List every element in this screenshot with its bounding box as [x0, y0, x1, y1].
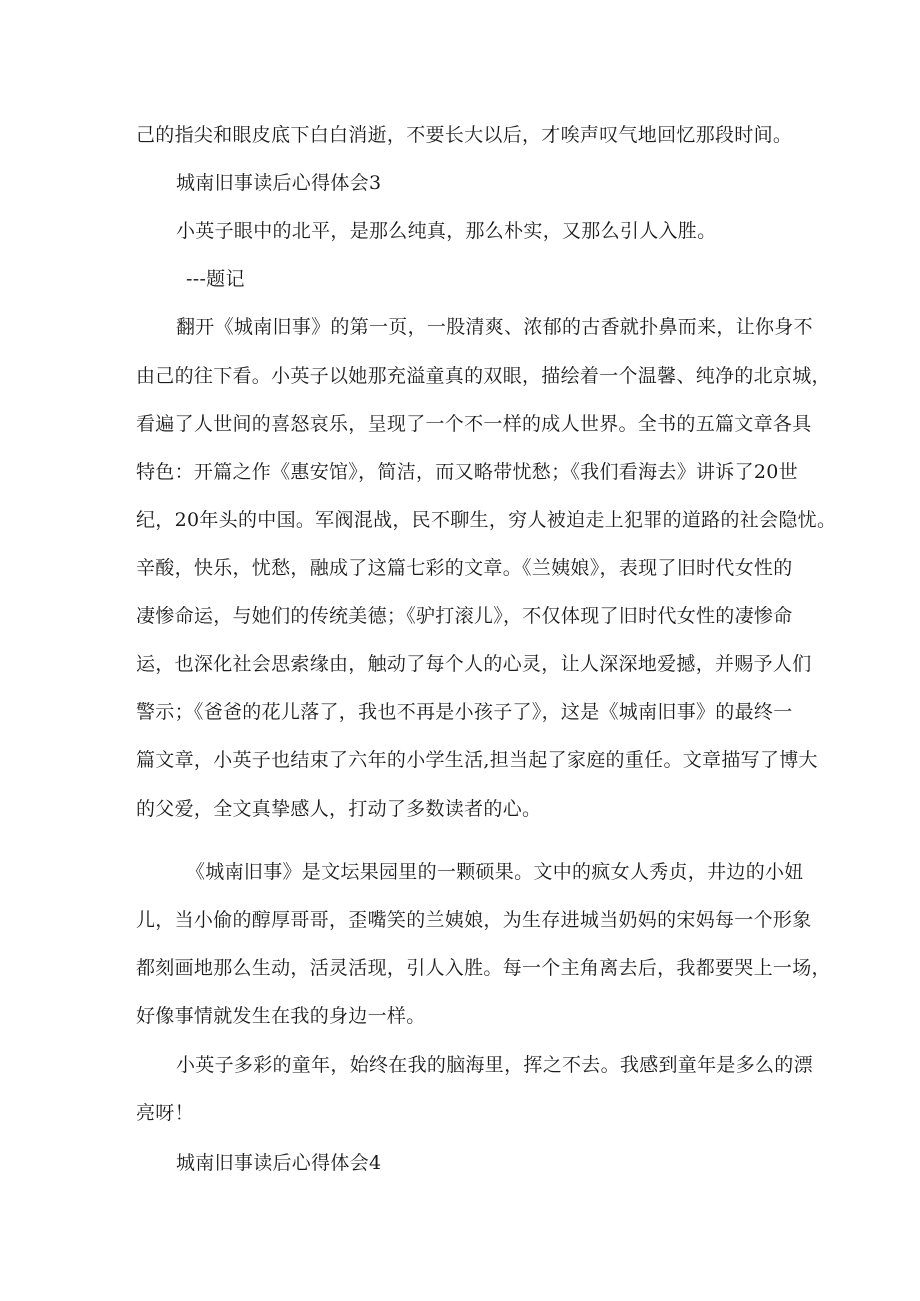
text-line: 纪，20年头的中国。军阀混战，民不聊生，穷人被迫走上犯罪的道路的社会隐忧。 [136, 509, 837, 531]
text-line: 运，也深化社会思索缘由，触动了每个人的心灵，让人深深地爱撼，并赐予人们 [136, 653, 812, 675]
text-line: 都刻画地那么生动，活灵活现，引人入胜。每一个主角离去后，我都要哭上一场， [136, 957, 831, 979]
text-line: 看遍了人世间的喜怒哀乐，呈现了一个不一样的成人世界。全书的五篇文章各具 [136, 413, 812, 435]
text-line: 小英子眼中的北平，是那么纯真，那么朴实，又那么引人入胜。 [176, 220, 717, 242]
epigraph-attribution: ---题记 [186, 268, 245, 290]
text-line: 凄惨命运，与她们的传统美德；《驴打滚儿》，不仅体现了旧时代女性的凄惨命 [136, 605, 793, 627]
text-line: 好像事情就发生在我的身边一样。 [136, 1005, 426, 1027]
text-line: 特色：开篇之作《惠安馆》，简洁，而又略带忧愁；《我们看海去》讲诉了20世 [136, 461, 798, 483]
text-line: 亮呀！ [136, 1102, 194, 1124]
section-heading: 城南旧事读后心得体会3 [176, 172, 382, 194]
text-line: 由己的往下看。小英子以她那充溢童真的双眼，描绘着一个温馨、纯净的北京城， [136, 365, 831, 387]
text-line: 辛酸，快乐，忧愁，融成了这篇七彩的文章。《兰姨娘》，表现了旧时代女性的 [136, 557, 793, 579]
text-line: 的父爱，全文真挚感人，打动了多数读者的心。 [136, 798, 542, 820]
text-line: 己的指尖和眼皮底下白白消逝，不要长大以后，才唉声叹气地回忆那段时间。 [136, 124, 793, 146]
section-heading: 城南旧事读后心得体会4 [176, 1152, 382, 1174]
text-line: 警示；《爸爸的花儿落了，我也不再是小孩子了》，这是《城南旧事》的最终一 [136, 701, 793, 723]
text-line: 儿，当小偷的醇厚哥哥，歪嘴笑的兰姨娘，为生存进城当奶妈的宋妈每一个形象 [136, 909, 812, 931]
text-line: 翻开《城南旧事》的第一页，一股清爽、浓郁的古香就扑鼻而来，让你身不 [176, 316, 813, 338]
text-line: 《城南旧事》是文坛果园里的一颗硕果。文中的疯女人秀贞，井边的小妞 [186, 861, 804, 883]
text-line: 篇文章，小英子也结束了六年的小学生活,担当起了家庭的重任。文章描写了博大 [136, 749, 818, 771]
text-line: 小英子多彩的童年，始终在我的脑海里，挥之不去。我感到童年是多么的漂 [176, 1054, 813, 1076]
